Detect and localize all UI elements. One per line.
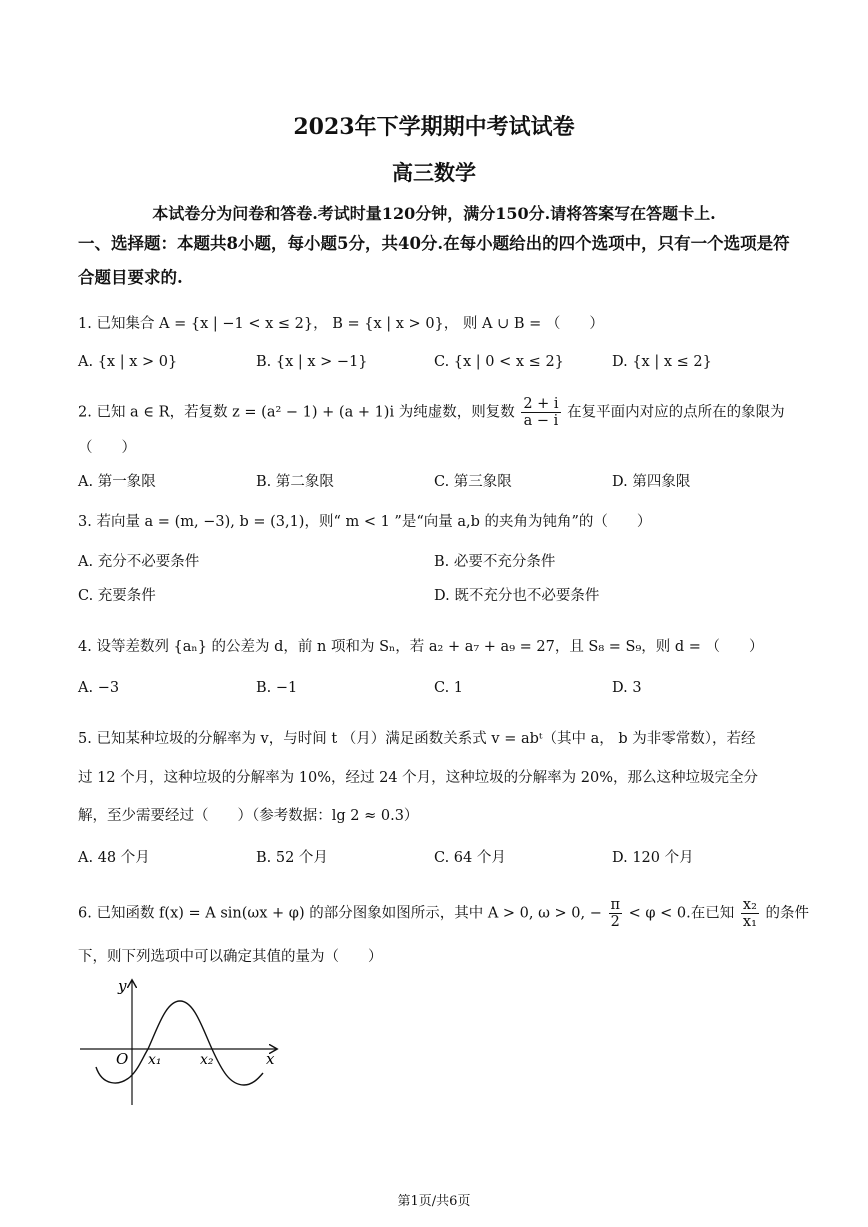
y-axis-label: y xyxy=(118,977,127,995)
x-denominator: x₁ xyxy=(742,914,757,930)
page-title: 2023年下学期期中考试试卷 xyxy=(293,114,575,140)
x-axis-label: x xyxy=(266,1050,275,1068)
question-2-stem xyxy=(78,396,788,429)
question-3-stem: 3. 若向量 a = (m, −3), b = (3,1)，则“ m < 1 ”是“向量 a,b 的夹角为钝角”的（ ） xyxy=(78,514,652,530)
question-3-option-d: D. 既不充分也不必要条件 xyxy=(434,588,600,604)
question-1-stem: 1. 已知集合 A = {x | −1 < x ≤ 2}， B = {x | x > 0}， 则 A ∪ B = （ ） xyxy=(78,316,604,332)
question-3-option-b: B. 必要不充分条件 xyxy=(434,554,556,570)
question-4-option-c: C. 1 xyxy=(434,680,464,696)
origin-label: O xyxy=(116,1050,129,1068)
question-5-stem-line1: 5. 已知某种垃圾的分解率为 v，与时间 t （月）满足函数关系式 v = abᵗ（其中 a， b 为非零常数），若经 xyxy=(78,731,756,747)
question-5-stem-line3: 解，至少需要经过（ ）（参考数据：lg 2 ≈ 0.3） xyxy=(78,808,419,824)
question-2-option-c: C. 第三象限 xyxy=(434,474,512,490)
question-6-text-after: 的条件 xyxy=(765,905,809,922)
question-4-option-b: B. −1 xyxy=(256,680,298,696)
question-5-stem-line2: 过 12 个月，这种垃圾的分解率为 10%，经过 24 个月，这种垃圾的分解率为 20%，那么这种垃圾完全分 xyxy=(78,770,759,786)
question-4-stem: 4. 设等差数列 {aₙ} 的公差为 d，前 n 项和为 Sₙ，若 a₂ + a₇ + a₉ = 27，且 S₈ = S₉，则 d = （ ） xyxy=(78,639,764,655)
question-1-option-b: B. {x | x > −1} xyxy=(256,354,368,370)
x-numerator: x₂ xyxy=(742,897,757,913)
section-heading: 一、选择题：本题共8小题，每小题5分，共40分.在每小题给出的四个选项中，只有一个选项是符合题目要求的. xyxy=(78,234,790,287)
question-5-option-c: C. 64 个月 xyxy=(434,850,506,866)
question-1-option-a: A. {x | x > 0} xyxy=(78,354,178,370)
question-3-option-a: A. 充分不必要条件 xyxy=(78,554,200,570)
page-footer: 第1页/共6页 xyxy=(397,1194,471,1209)
question-2-text-before: 2. 已知 a ∈ R，若复数 z = (a² − 1) + (a + 1)i 为纯虚数，则复数 xyxy=(78,404,515,421)
question-6-pi-fraction xyxy=(609,897,623,930)
question-6-stem xyxy=(78,897,809,930)
question-4-option-d: D. 3 xyxy=(612,680,642,696)
question-1-option-d: D. {x | x ≤ 2} xyxy=(612,354,712,370)
page-subtitle: 高三数学 xyxy=(392,160,476,185)
question-5-option-d: D. 120 个月 xyxy=(612,850,694,866)
question-2-option-a: A. 第一象限 xyxy=(78,474,156,490)
question-5-option-a: A. 48 个月 xyxy=(78,850,150,866)
fraction-numerator: 2 + i xyxy=(523,396,559,412)
question-4-option-a: A. −3 xyxy=(78,680,120,696)
question-6-stem-line2: 下，则下列选项中可以确定其值的量为（ ） xyxy=(78,949,383,965)
fraction-denominator: a − i xyxy=(523,413,559,429)
question-2-stem-line2: （ ） xyxy=(78,440,136,456)
question-6-text-mid: < φ < 0.在已知 xyxy=(628,905,735,922)
pi-numerator: π xyxy=(610,897,621,913)
question-1-option-c: C. {x | 0 < x ≤ 2} xyxy=(434,354,564,370)
question-2-text-after: 在复平面内对应的点所在的象限为 xyxy=(567,404,785,421)
exam-instructions: 本试卷分为问卷和答卷.考试时量120分钟，满分150分.请将答案写在答题卡上. xyxy=(152,204,716,223)
x1-label: x₁ xyxy=(148,1052,162,1068)
pi-denominator: 2 xyxy=(610,914,620,930)
sine-curve xyxy=(96,1001,263,1085)
question-2-option-d: D. 第四象限 xyxy=(612,474,691,490)
x2-label: x₂ xyxy=(200,1052,214,1068)
question-3-option-c: C. 充要条件 xyxy=(78,588,156,604)
question-2-fraction xyxy=(521,396,560,429)
question-5-option-b: B. 52 个月 xyxy=(256,850,328,866)
question-6-x-fraction xyxy=(741,897,759,930)
question-6-text-before: 6. 已知函数 f(x) = A sin(ωx + φ) 的部分图象如图所示，其中 A > 0, ω > 0, − xyxy=(78,905,602,922)
question-2-option-b: B. 第二象限 xyxy=(256,474,334,490)
sine-graph-figure xyxy=(78,975,288,1110)
